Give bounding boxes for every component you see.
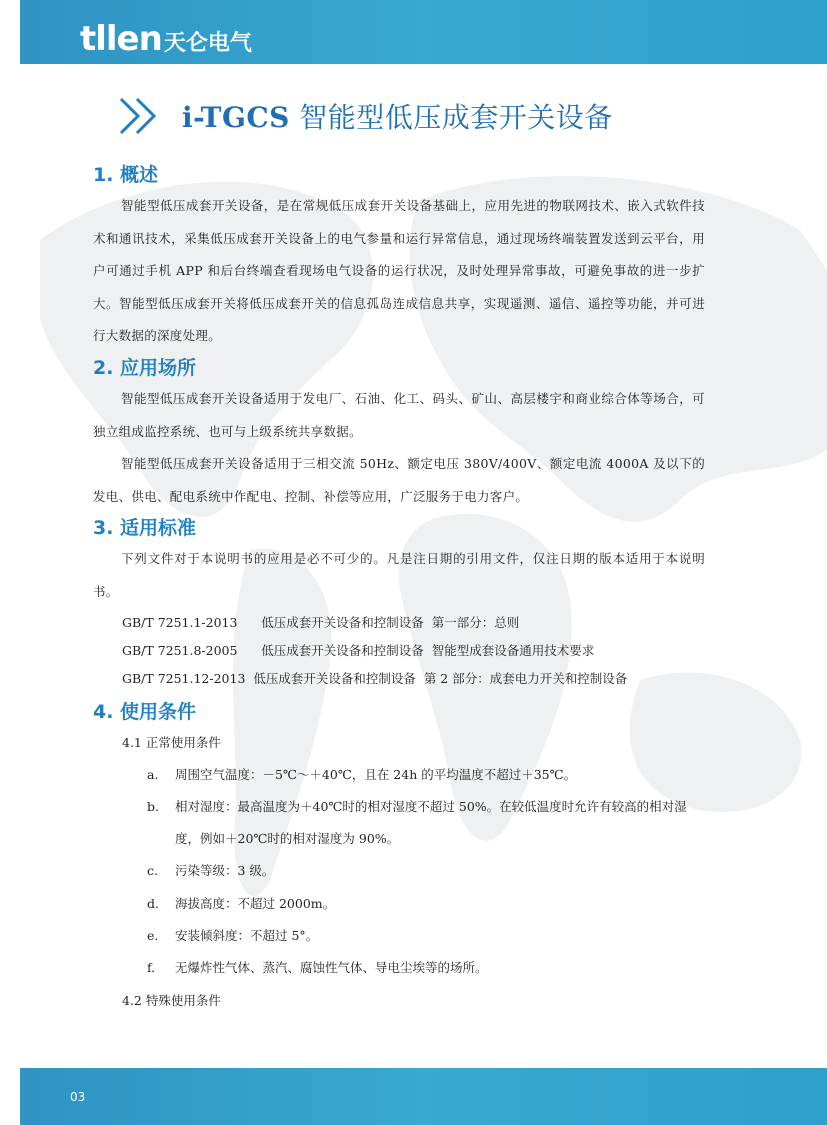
footer-bar xyxy=(20,1068,827,1125)
item-text: 无爆炸性气体、蒸汽、腐蚀性气体、导电尘埃等的场所。 xyxy=(175,960,488,976)
item-label: d. xyxy=(147,895,159,911)
condition-item xyxy=(147,759,705,791)
standards-paragraph: 下列文件对于本说明书的应用是必不可少的。凡是注日期的引用文件，仅注日期的版本适用于本说明书。 xyxy=(93,551,705,599)
condition-item xyxy=(147,952,705,984)
section-heading-application: 2. 应用场所 xyxy=(93,356,197,379)
header-bar xyxy=(20,0,827,64)
item-label: c. xyxy=(147,863,158,879)
section-heading-overview: 1. 概述 xyxy=(93,164,159,186)
section-heading-conditions: 4. 使用条件 xyxy=(93,700,197,723)
subheading-special-conditions: 4.2 特殊使用条件 xyxy=(122,992,221,1008)
title-row xyxy=(118,96,613,136)
item-label: e. xyxy=(147,928,159,944)
standard-item: GB/T 7251.1-2013 低压成套开关设备和控制设备 第一部分：总则 xyxy=(122,614,520,630)
standard-item: GB/T 7251.12-2013 低压成套开关设备和控制设备 第 2 部分：成套电力开关和控制设备 xyxy=(122,670,628,686)
condition-item xyxy=(147,920,705,952)
overview-paragraph: 智能型低压成套开关设备，是在常规低压成套开关设备基础上，应用先进的物联网技术、嵌入式软件技术和通讯技术，采集低压成套开关设备上的电气参量和运行异常信息，通过现场终端装置发送到云平台，用户可通过手机 APP 和后台终端查看现场电气设备的运行状况，及时处理异常事故，可避免事故的进一步扩大。智能型低压成套开关将低压成套开关的信息孤岛连成信息共享，实现遥测、遥信、遥控等功能，并可进行大数据的深度处理。 xyxy=(93,198,705,344)
double-chevron-icon xyxy=(118,96,160,136)
item-label: b. xyxy=(147,798,159,814)
item-text: 污染等级：3 级。 xyxy=(175,863,275,879)
item-text: 相对湿度：最高温度为＋40℃时的相对湿度不超过 50%。在较低温度时允许有较高的相对湿度，例如＋20℃时的相对湿度为 90%。 xyxy=(175,798,687,847)
logo-en: tllen xyxy=(80,19,162,59)
logo xyxy=(80,19,252,61)
item-text: 安装倾斜度：不超过 5°。 xyxy=(175,928,319,944)
title-text: 智能型低压成套开关设备 xyxy=(289,101,613,134)
condition-item xyxy=(147,855,705,887)
standard-item: GB/T 7251.8-2005 低压成套开关设备和控制设备 智能型成套设备通用技术要求 xyxy=(122,642,595,658)
section-heading-standards: 3. 适用标准 xyxy=(93,517,197,540)
subheading-normal-conditions: 4.1 正常使用条件 xyxy=(122,734,221,750)
page-title xyxy=(182,96,613,136)
application-paragraph-1: 智能型低压成套开关设备适用于发电厂、石油、化工、码头、矿山、高层楼宇和商业综合体等场合，可独立组成监控系统、也可与上级系统共享数据。 xyxy=(93,390,705,439)
page-number: 03 xyxy=(70,1090,86,1104)
title-prefix: i-TGCS xyxy=(182,101,290,134)
application-paragraph-2: 智能型低压成套开关设备适用于三相交流 50Hz、额定电压 380V/400V、额定电流 4000A 及以下的发电、供电、配电系统中作配电、控制、补偿等应用，广泛服务于电力客户。 xyxy=(93,456,705,504)
item-label: f. xyxy=(147,960,156,976)
condition-item xyxy=(147,791,705,856)
item-text: 海拔高度：不超过 2000m。 xyxy=(175,895,336,911)
item-text: 周围空气温度：－5℃～＋40℃，且在 24h 的平均温度不超过＋35℃。 xyxy=(175,766,577,782)
condition-item xyxy=(147,888,705,920)
logo-cn: 天仑电气 xyxy=(163,31,252,56)
content xyxy=(93,160,705,1017)
item-label: a. xyxy=(147,766,159,782)
